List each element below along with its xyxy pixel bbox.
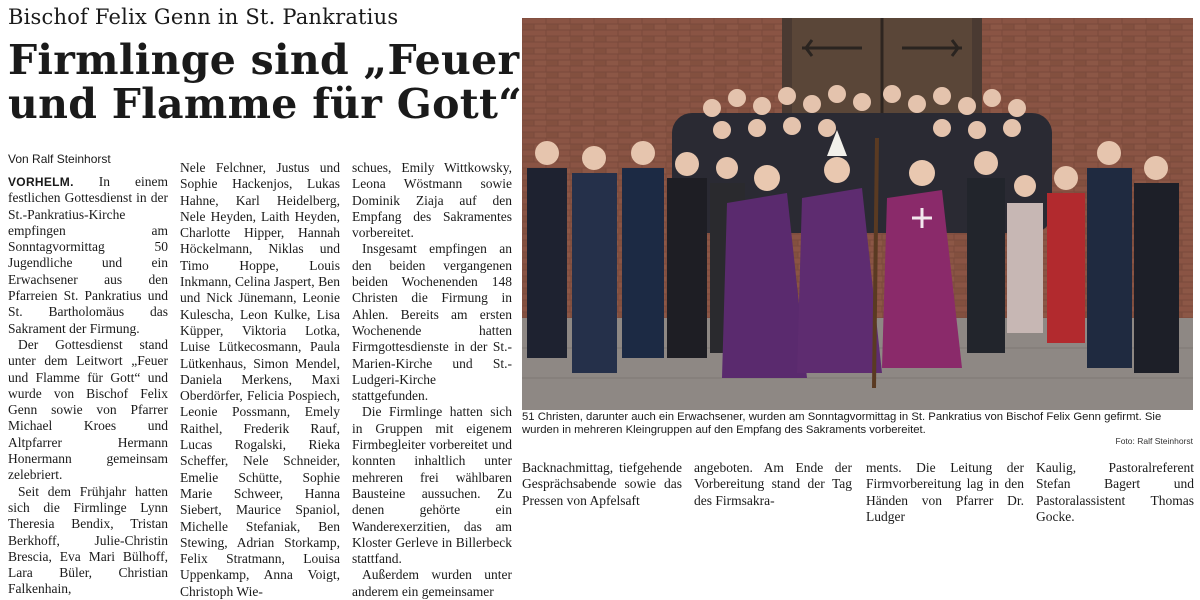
dateline: VORHELM. [8, 175, 74, 189]
article-headline [8, 36, 523, 128]
article-kicker: Bischof Felix Genn in St. Pankratius [8, 5, 399, 29]
paragraph: Seit dem Frühjahr hatten sich die Firmlinge Lynn Theresia Bendix, Tristan Berkhoff, Julie-Christin Brescia, Eva Mari Bülhoff, Lara Büler, Christian Falkenhain, [8, 483, 168, 597]
paragraph: Insgesamt empfingen an den beiden vergangenen beiden Wochenenden 148 Christen die Firmung in Ahlen. Bereits am ersten Wochenende hatten Firmgottesdienste in der St.-Marien-Kirche und St.-Ludgeri-Kirche stattgefunden. [352, 241, 512, 404]
group-photo-illustration [522, 18, 1193, 410]
bottom-column-2: angeboten. Am Ende der Vorbereitung stand der Tag des Firmsakra- [694, 460, 852, 508]
headline-line-2: und Flamme für Gott“ [8, 80, 523, 128]
group-photo [522, 18, 1193, 410]
paragraph: VORHELM. In einem festlichen Gottesdienst in der St.-Pankratius-Kirche empfingen am Sonntagvormittag 50 Jugendliche und ein Erwachsener aus den Pfarreien St. Pankratius und St. Bartholomäus das Sakrament der Firmung. [8, 174, 168, 336]
paragraph: Nele Felchner, Justus und Sophie Hackenjos, Lukas Hahne, Karl Heidelberg, Nele Heyden, Laith Heyden, Charlotte Hipper, Hannah Höckelmann, Niklas und Timo Hoppe, Louis Inkmann, Celina Jaspert, Ben und Nick Jünemann, Leonie Kulescha, Leon Kulke, Lisa Küpper, Viktoria Lotka, Luise Lütkecosmann, Paula Lütkenhaus, Simon Mendel, Daniela Merkens, Maxi Oberdörfer, Felicia Pospiech, Leonie Possmann, Emely Raithel, Frederik Rauf, Lucas Rogalski, Rieka Scheffer, Nele Schneider, Emelie Schütte, Sophie Marie Schweer, Hanna Siebert, Maurice Spaniol, Michelle Stefaniak, Ben Stewing, Adrian Storkamp, Felix Stratmann, Louisa Uppenkamp, Anna Voigt, Christoph Wie- [180, 160, 340, 599]
paragraph: schues, Emily Wittkowsky, Leona Wöstmann sowie Dominik Ziaja auf den Empfang des Sakramentes vorbereitet. [352, 160, 512, 241]
caption-text: 51 Christen, darunter auch ein Erwachsener, wurden am Sonntagvormittag in St. Pankratius von Bischof Felix Genn gefirmt. Sie wurden in mehreren Kleingruppen auf den Empfang des Sakraments vorbereitet. [522, 411, 1162, 436]
headline-line-1: Firmlinge sind „Feuer [8, 36, 520, 84]
byline: Von Ralf Steinhorst [8, 152, 111, 166]
paragraph: Die Firmlinge hatten sich in Gruppen mit eigenem Firmbegleiter vorbereitet und konnten inhaltlich unter mehreren frei wählbaren Bausteine aussuchen. Zu denen gehörte ein Wanderexerzitien, das am Kloster Gerleve in Billerbeck stattfand. [352, 404, 512, 567]
text-column-1 [8, 174, 168, 598]
paragraph: Der Gottesdienst stand unter dem Leitwort „Feuer und Flamme für Gott“ und wurde von Bischof Felix Genn sowie von Pfarrer Michael Kroes und Altpfarrer Hermann Honermann gemeinsam zelebriert. [8, 336, 168, 483]
bottom-column-4: Kaulig, Pastoralreferent Stefan Bagert und Pastoralassistent Thomas Gocke. [1036, 460, 1194, 524]
photo-caption [522, 411, 1193, 437]
paragraph: Außerdem wurden unter anderem ein gemeinsamer [352, 567, 512, 599]
text-column-2 [180, 160, 340, 600]
photo-credit: Foto: Ralf Steinhorst [1115, 436, 1193, 446]
bottom-column-1: Backnachmittag, tiefgehende Gesprächsabende sowie das Pressen von Apfelsaft [522, 460, 682, 508]
bottom-column-3: ments. Die Leitung der Firmvorbereitung lag in den Händen von Pfarrer Dr. Ludger [866, 460, 1024, 524]
text-column-3 [352, 160, 512, 600]
